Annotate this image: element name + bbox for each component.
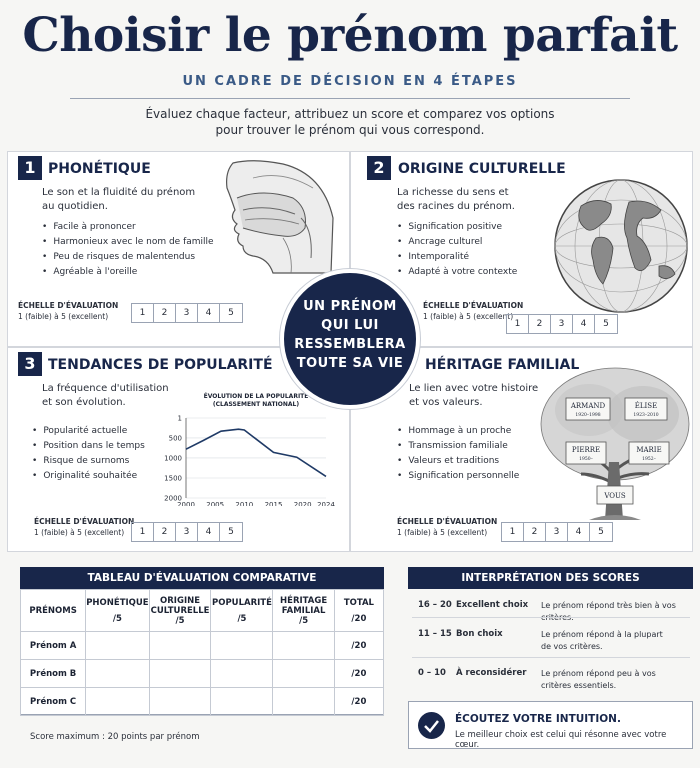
- rating-1[interactable]: 1: [507, 315, 529, 333]
- y-tick-label: 1000: [164, 454, 182, 463]
- score-cell[interactable]: [211, 660, 273, 688]
- rating-5[interactable]: 5: [603, 319, 609, 329]
- rating-4[interactable]: 4: [568, 523, 590, 541]
- rating-scale-phonetique: [131, 303, 243, 323]
- interp-range: 11 – 15: [418, 629, 452, 639]
- tree-label-marie: MARIE: [636, 446, 662, 454]
- score-cell[interactable]: [211, 632, 273, 660]
- rating-1[interactable]: 1: [502, 523, 524, 541]
- score-cell[interactable]: [149, 660, 211, 688]
- page-title: Choisir le prénom parfait: [22, 8, 678, 63]
- x-tick-label: 2010: [235, 501, 254, 506]
- tree-label-pierre: PIERRE: [571, 446, 601, 454]
- table-footnote: Score maximum : 20 points par prénom: [30, 732, 200, 742]
- chart-subtitle: (CLASSEMENT NATIONAL): [212, 401, 300, 408]
- scale-range: 1 (faible) à 5 (excellent): [18, 312, 109, 321]
- rating-1[interactable]: 1: [132, 304, 154, 322]
- x-tick-label: 2020: [293, 501, 312, 506]
- rating-4[interactable]: 4: [198, 523, 220, 541]
- card-number: 1: [18, 156, 42, 180]
- interp-text: Le prénom répond peu à vos critères essentiels.: [541, 669, 656, 690]
- popularity-series-line: [186, 429, 326, 476]
- scale-label: [34, 516, 134, 538]
- rating-3[interactable]: 3: [546, 523, 568, 541]
- divider: [412, 617, 690, 618]
- score-cell[interactable]: [273, 688, 334, 716]
- list-item: • Signification personnelle: [397, 469, 519, 484]
- bullet-list: [397, 424, 519, 484]
- list-item: • Ancrage culturel: [397, 235, 517, 250]
- badge-line-3: RESSEMBLERA: [294, 337, 406, 352]
- desc-line-2: et son évolution.: [42, 397, 126, 408]
- rating-2[interactable]: 2: [154, 304, 176, 322]
- callout-title: ÉCOUTEZ VOTRE INTUITION.: [455, 713, 621, 725]
- row-name: Prénom C: [21, 688, 86, 716]
- col-header-phonetique: PHONÉTIQUE /5: [86, 590, 149, 632]
- scale-label: [397, 516, 497, 538]
- chart-title: ÉVOLUTION DE LA POPULARITÉ: [203, 393, 309, 400]
- list-item: • Transmission familiale: [397, 439, 519, 454]
- table-row: [21, 688, 384, 716]
- divider: [412, 657, 690, 658]
- rating-2[interactable]: 2: [524, 523, 546, 541]
- intro-text: [0, 106, 700, 138]
- bullet-list: [397, 220, 517, 280]
- list-item: • Valeurs et traditions: [397, 454, 519, 469]
- scale-title: ÉCHELLE D'ÉVALUATION: [423, 301, 524, 310]
- rating-2[interactable]: 2: [154, 523, 176, 541]
- list-item: • Risque de surnoms: [32, 454, 145, 469]
- intuition-callout: [408, 701, 693, 749]
- list-item: • Originalité souhaitée: [32, 469, 145, 484]
- col-header-origine: ORIGINE CULTURELLE /5: [149, 590, 211, 632]
- list-item: • Popularité actuelle: [32, 424, 145, 439]
- intro-line-1: Évaluez chaque facteur, attribuez un score et comparez vos options: [145, 107, 555, 121]
- interp-range: 0 – 10: [418, 668, 446, 678]
- interp-range: 16 – 20: [418, 600, 452, 610]
- interp-text: Le prénom répond à la plupart de vos critères.: [541, 630, 663, 651]
- rating-scale-origine: [506, 314, 618, 334]
- rating-3[interactable]: 3: [176, 304, 198, 322]
- interp-label: À reconsidérer: [456, 668, 527, 678]
- card-description: [409, 382, 559, 410]
- tree-label-armand: ARMAND: [570, 402, 606, 410]
- desc-line-2: et vos valeurs.: [409, 397, 483, 408]
- score-cell[interactable]: [273, 660, 334, 688]
- y-tick-label: 1500: [164, 474, 182, 483]
- desc-line-2: des racines du prénom.: [397, 201, 515, 212]
- table-row: [21, 632, 384, 660]
- rating-5[interactable]: 5: [228, 308, 234, 318]
- scale-range: 1 (faible) à 5 (excellent): [397, 528, 488, 537]
- comparison-title-bar: TABLEAU D'ÉVALUATION COMPARATIVE: [20, 567, 384, 589]
- score-cell[interactable]: [149, 688, 211, 716]
- interp-label: Excellent choix: [456, 600, 529, 610]
- list-item: • Peu de risques de malentendus: [42, 250, 214, 265]
- rating-4[interactable]: 4: [573, 315, 595, 333]
- total-cell[interactable]: /20: [334, 660, 383, 688]
- table-row: [21, 660, 384, 688]
- card-title: PHONÉTIQUE: [48, 161, 151, 177]
- rating-2[interactable]: 2: [529, 315, 551, 333]
- rating-scale-heritage: [501, 522, 613, 542]
- score-cell[interactable]: [86, 660, 149, 688]
- y-tick-label: 2000: [164, 494, 182, 503]
- globe-illustration: [551, 176, 691, 316]
- card-title: HÉRITAGE FAMILIAL: [425, 357, 580, 373]
- check-icon: [418, 712, 445, 739]
- bullet-list: [42, 220, 214, 280]
- scale-range: 1 (faible) à 5 (excellent): [423, 312, 514, 321]
- tree-years-pierre: 1950–: [579, 457, 593, 462]
- x-tick-label: 2015: [264, 501, 283, 506]
- total-cell[interactable]: /20: [334, 632, 383, 660]
- interp-text: Le prénom répond très bien à vos: [541, 601, 676, 610]
- col-header-prenoms: PRÉNOMS: [21, 590, 86, 632]
- col-header-heritage: HÉRITAGE FAMILIAL /5: [273, 590, 334, 632]
- x-tick-label: 2024: [317, 501, 335, 506]
- rating-1[interactable]: 1: [132, 523, 154, 541]
- interpretation-title-bar: INTERPRÉTATION DES SCORES: [408, 567, 693, 589]
- interp-label: Bon choix: [456, 629, 503, 639]
- rating-4[interactable]: 4: [198, 304, 220, 322]
- intro-line-2: pour trouver le prénom qui vous correspond.: [215, 123, 485, 137]
- scale-title: ÉCHELLE D'ÉVALUATION: [397, 517, 498, 526]
- comparison-table: [20, 589, 384, 716]
- x-tick-label: 2000: [177, 501, 195, 506]
- row-name: Prénom B: [21, 660, 86, 688]
- desc-line-2: au quotidien.: [42, 201, 108, 212]
- desc-line-1: Le son et la fluidité du prénom: [42, 187, 196, 198]
- scale-range: 1 (faible) à 5 (excellent): [34, 528, 125, 537]
- x-tick-label: 2005: [206, 501, 225, 506]
- list-item: • Adapté à votre contexte: [397, 265, 517, 280]
- center-badge: [280, 269, 420, 409]
- card-number: 3: [18, 352, 42, 376]
- rating-5[interactable]: 5: [598, 527, 604, 537]
- rating-scale-popularite: [131, 522, 243, 542]
- score-cell[interactable]: [273, 632, 334, 660]
- bullet-list: [32, 424, 145, 484]
- list-item: • Intemporalité: [397, 250, 517, 265]
- tree-years-elise: 1923–2010: [633, 413, 659, 418]
- card-description: [42, 186, 222, 214]
- score-cell[interactable]: [211, 688, 273, 716]
- row-name: Prénom A: [21, 632, 86, 660]
- badge-line-1: UN PRÉNOM: [303, 299, 397, 314]
- card-title: TENDANCES DE POPULARITÉ: [48, 357, 273, 373]
- score-cell[interactable]: [86, 688, 149, 716]
- list-item: • Agréable à l'oreille: [42, 265, 214, 280]
- family-tree-illustration: [539, 362, 691, 520]
- header-divider: [70, 98, 630, 99]
- popularity-line-chart: [150, 390, 340, 506]
- desc-line-1: La fréquence d'utilisation: [42, 383, 169, 394]
- list-item: • Position dans le temps: [32, 439, 145, 454]
- list-item: • Harmonieux avec le nom de famille: [42, 235, 214, 250]
- mouth-anatomy-illustration: [213, 158, 343, 278]
- page-subtitle: UN CADRE DE DÉCISION EN 4 ÉTAPES: [182, 74, 518, 89]
- list-item: • Signification positive: [397, 220, 517, 235]
- list-item: • Hommage à un proche: [397, 424, 519, 439]
- tree-years-marie: 1952–: [642, 457, 656, 462]
- badge-line-4: TOUTE SA VIE: [296, 356, 404, 371]
- card-title: ORIGINE CULTURELLE: [398, 161, 566, 177]
- score-cell[interactable]: [149, 632, 211, 660]
- desc-line-1: Le lien avec votre histoire: [409, 383, 539, 394]
- tree-label-elise: ÉLISE: [634, 402, 658, 410]
- card-number: 2: [367, 156, 391, 180]
- col-header-total: TOTAL /20: [334, 590, 383, 632]
- scale-title: ÉCHELLE D'ÉVALUATION: [34, 517, 135, 526]
- col-header-popularite: POPULARITÉ /5: [211, 590, 273, 632]
- rating-3[interactable]: 3: [551, 315, 573, 333]
- callout-text: Le meilleur choix est celui qui résonne avec votre cœur.: [455, 730, 667, 750]
- scale-label: [18, 300, 118, 322]
- rating-5[interactable]: 5: [228, 527, 234, 537]
- card-description: [397, 186, 547, 214]
- list-item: • Facile à prononcer: [42, 220, 214, 235]
- rating-3[interactable]: 3: [176, 523, 198, 541]
- total-cell[interactable]: /20: [334, 688, 383, 716]
- tree-label-vous: VOUS: [604, 492, 626, 500]
- score-cell[interactable]: [86, 632, 149, 660]
- badge-line-2: QUI LUI: [321, 318, 379, 333]
- desc-line-1: La richesse du sens et: [397, 187, 509, 198]
- tree-years-armand: 1920–1998: [575, 413, 601, 418]
- y-tick-label: 1: [177, 414, 182, 423]
- y-tick-label: 500: [168, 434, 182, 443]
- scale-title: ÉCHELLE D'ÉVALUATION: [18, 301, 119, 310]
